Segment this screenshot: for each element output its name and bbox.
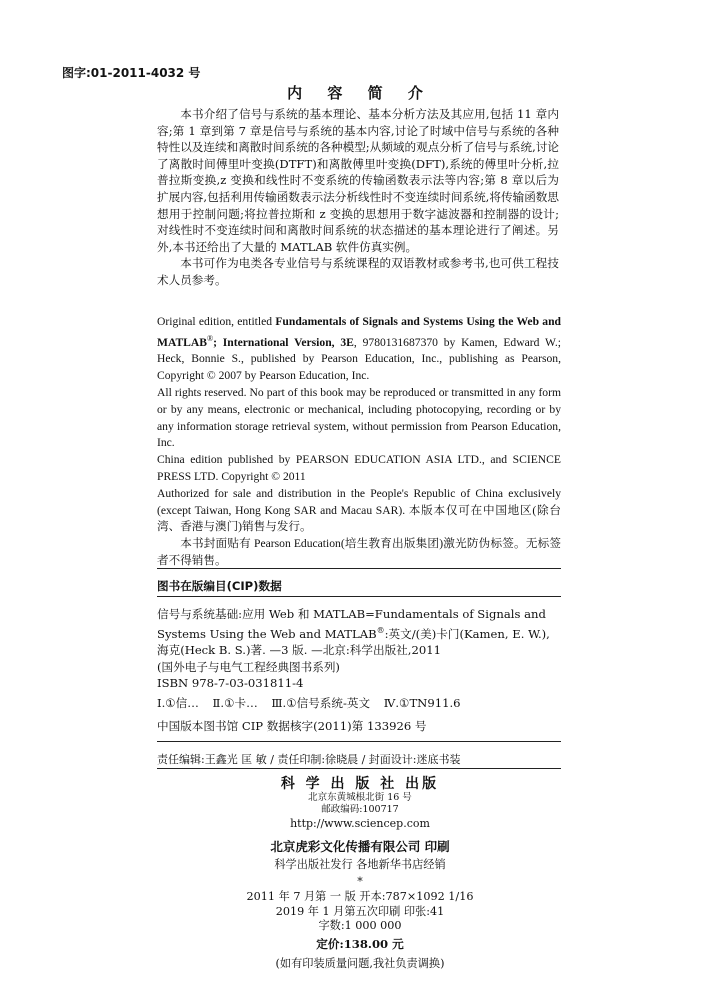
edition-info (0, 890, 720, 934)
registered-mark: ® (207, 333, 214, 343)
edition-line-3: 字数:1 000 000 (318, 919, 402, 933)
cip-heading: 图书在版编目(CIP)数据 (157, 579, 282, 593)
china-edition-notice: China edition published by PEARSON EDUCATION ASIA LTD., and SCIENCE PRESS LTD. Copyright © 2011 (157, 453, 561, 484)
rights-notice: All rights reserved. No part of this book may be reproduced or transmitted in any form or by any means, electronic or mechanical, including photocopying, recording or by any information storage retrieval system, without permission from Pearson Education, Inc. (157, 386, 561, 450)
edition-line-1: 2011 年 7 月第 一 版 开本:787×1092 1/16 (246, 890, 474, 903)
divider (157, 568, 561, 569)
publisher-name: 科 学 出 版 社 出版 (280, 776, 440, 792)
intro-section (157, 106, 559, 289)
price: 定价:138.00 元 (316, 937, 404, 951)
cip-title-rest: :英文/(美)卡门(Kamen, E. W.),海克(Heck B. S.)著. —3 版. —北京:科学出版社,2011 (157, 626, 550, 658)
cip-number: 中国版本图书馆 CIP 数据核字(2011)第 133926 号 (157, 719, 427, 733)
credits-line: 责任编辑:王鑫光 匡 敏 / 责任印制:徐晓晨 / 封面设计:迷底书装 (157, 753, 461, 766)
publisher-postcode: 邮政编码:100717 (321, 804, 399, 815)
orig-rest: , 9780131687370 by Kamen, Edward W.; Heck, Bonnie S., published by Pearson Education, Inc., publishing as Pearson, Copyright © 2007 by Pearson Education, Inc. (157, 335, 561, 383)
quality-note: (如有印装质量问题,我社负责调换) (275, 957, 445, 970)
intro-paragraph-2: 本书可作为电类各专业信号与系统课程的双语教材或参考书,也可供工程技术人员参考。 (157, 256, 559, 287)
divider (157, 596, 561, 597)
copyright-section (157, 314, 561, 570)
cip-record (157, 606, 561, 692)
intro-paragraph-1: 本书介绍了信号与系统的基本理论、基本分析方法及其应用,包括 11 章内容;第 1 章到第 7 章是信号与系统的基本内容,讨论了时域中信号与系统的各种特性以及连续和离散时间系统的各种模型;从频域的观点分析了信号与系统,讨论了离散时间傅里叶变换(DTFT)和离散傅里叶变换(DFT),系统的傅里叶分析,拉普拉斯变换,z 变换和线性时不变系统的传输函数表示法等内容;第 8 章以后为扩展内容,包括利用传输函数表示法分析线性时不变连续时间系统,将传输函数思想用于控制问题;将拉普拉斯和 z 变换的思想用于数字滤波器和控制器的设计;对线性时不变连续时间和离散时间系统的状态描述的基本理论进行了阐述。另外,本书还给出了大量的 MATLAB 软件仿真实例。 (157, 107, 559, 254)
registration-number: 图字:01-2011-4032 号 (62, 66, 201, 80)
divider (157, 768, 561, 769)
original-edition-notice (157, 314, 561, 385)
authorized-notice: Authorized for sale and distribution in the People's Republic of China exclusively (except Taiwan, Hong Kong SAR and Macau SAR). 本版本仅可在中国地区(除台湾、香港与澳门)销售与发行。 (157, 486, 561, 534)
publisher-url: http://www.sciencep.com (290, 817, 430, 830)
label-notice: 本书封面贴有 Pearson Education(培生教育出版集团)激光防伪标签。无标签者不得销售。 (157, 537, 561, 568)
printer-line: 北京虎彩文化传播有限公司 印刷 (270, 839, 450, 854)
registered-mark: ® (376, 625, 385, 635)
distribution-line: 科学出版社发行 各地新华书店经销 (274, 858, 446, 871)
orig-intl: ; International Version, 3E (213, 335, 354, 349)
edition-line-2: 2019 年 1 月第五次印刷 印张:41 (275, 904, 445, 918)
publisher-address: 北京东黄城根北街 16 号 (308, 792, 412, 803)
orig-prefix: Original edition, entitled (157, 315, 276, 328)
cip-classification: Ⅰ.①信… Ⅱ.①卡… Ⅲ.①信号系统-英文 Ⅳ.①TN911.6 (157, 696, 461, 710)
orig-title: Fundamentals of Signals and Systems Using the Web and MATLAB (157, 315, 561, 349)
cip-isbn: ISBN 978-7-03-031811-4 (157, 676, 304, 691)
cip-title-line (157, 606, 561, 659)
divider (157, 741, 561, 742)
separator-star: * (357, 875, 363, 888)
cip-title: 信号与系统基础:应用 Web 和 MATLAB=Fundamentals of Signals and Systems Using the Web and MATLAB (157, 607, 546, 641)
cip-series: (国外电子与电气工程经典图书系列) (157, 659, 340, 674)
page-title: 内 容 简 介 (287, 84, 433, 102)
